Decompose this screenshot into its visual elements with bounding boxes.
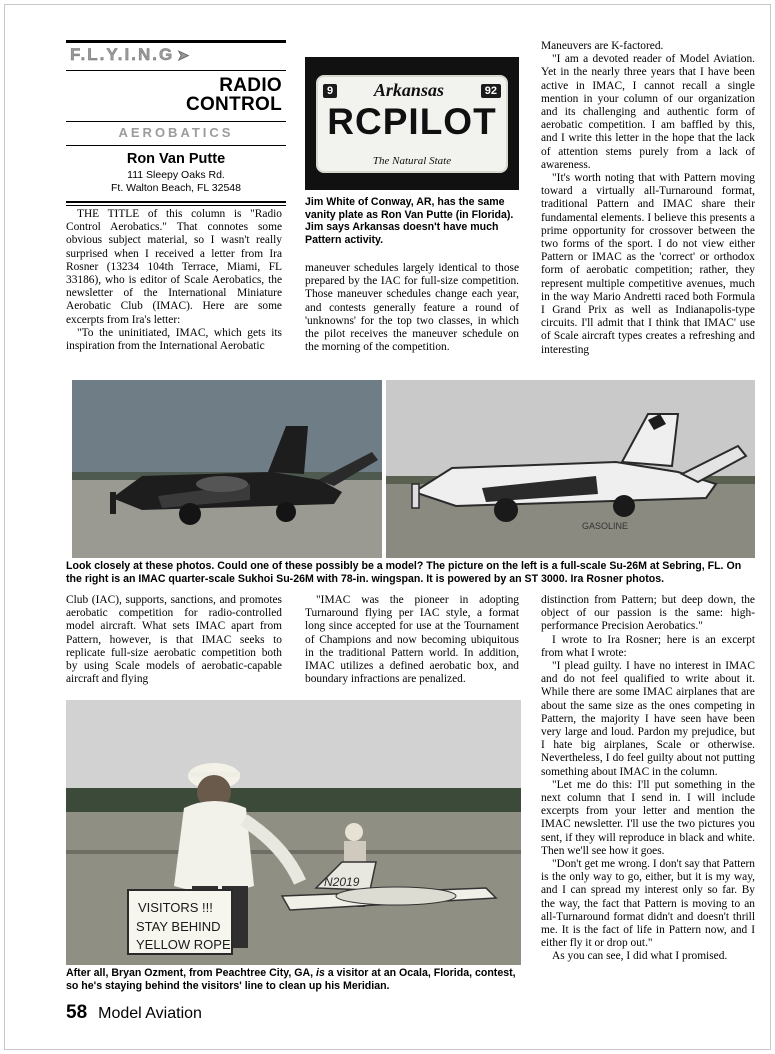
quarter-scale-su26m-photo: [386, 380, 755, 558]
paragraph: "IMAC was the pioneer in adopting Turnaround flying per IAC style, a format long since accepted for use at the Tournament of Champions and now becoming ubiquitous in the traditional Pattern world. In addition, IMAC utilizes a defined aerobatic box, and boundary infractions are penalized.: [305, 594, 519, 686]
paragraph: distinction from Pattern; but deep down, the object of our passion is the same: high-performance Precision Aerobatics.": [541, 594, 755, 633]
plate-number: RCPILOT: [327, 101, 497, 142]
sign-line-1: VISITORS !!!: [138, 900, 213, 915]
model-registration-number: N2019: [324, 875, 360, 889]
flying-logo-text: F.L.Y.I.N.G: [70, 45, 175, 64]
section-title-line1: RADIO: [219, 75, 282, 96]
paragraph: "I plead guilty. I have no interest in IMAC and do not feel qualified to write about it. While there are some IMAC airplanes that are about the same size as the ones competing in Pattern, the majority I have seen have been very large and loud. Pardon my prejudice, but I hate big airplanes, Scale or otherwise. Nevertheless, I do feel guilty about not putting something about IMAC in the column.: [541, 660, 755, 778]
flying-logo: [66, 43, 286, 68]
plate-state-name: Arkansas: [373, 80, 444, 100]
column-masthead: [66, 40, 286, 206]
license-plate-caption: Jim White of Conway, AR, has the same vanity plate as Ron Van Putte (in Florida). Jim says Arkansas doesn't have much Pattern activity.: [305, 196, 514, 246]
full-scale-su26m-photo: [72, 380, 382, 558]
author-address-line1: 111 Sleepy Oaks Rd.: [127, 169, 225, 181]
paragraph: "I am a devoted reader of Model Aviation. Yet in the nearly three years that I have been active in IMAC, I cannot recall a single mention in your column of our organization and its challenging and authentic form of aerobatic competition. I am baffled by this, and I write this letter in the hope that the lack of attention stems purely from a lack of awareness.: [541, 53, 755, 171]
ozment-field-photo: [66, 700, 521, 965]
sign-line-3: YELLOW ROPE: [136, 937, 231, 952]
column-1-middle: [66, 594, 282, 686]
paragraph: maneuver schedules largely identical to those prepared by the IAC for full-size competition. Those maneuver schedules change each year, and contests generally feature a round of 'unknowns' for the top two classes, in which the pilot receives the maneuver schedule on the morning of the competition.: [305, 262, 519, 354]
author-name: Ron Van Putte: [126, 151, 226, 167]
sign-line-2: STAY BEHIND: [136, 919, 221, 934]
paragraph: "Let me do this: I'll put something in the next column that I send in. I will include excerpts from your letter and mention the IMAC newsletter. I'll use the two pictures you sent, if they will reproduce in black and white. Then we'll see how it goes.: [541, 778, 755, 857]
caption-text-part2: a visitor at an Ocala, Florida, contest, so he's staying behind the visitors' line to clean up his Meridian.: [66, 967, 516, 992]
page-number: 58: [66, 1002, 88, 1023]
author-address: [66, 169, 286, 199]
column-2-top: [305, 262, 519, 354]
section-title: [66, 71, 286, 119]
paragraph: As you can see, I did what I promised.: [552, 950, 728, 963]
column-1-top: [66, 208, 282, 353]
page-footer: [66, 1002, 202, 1024]
paragraph: "To the uninitiated, IMAC, which gets its inspiration from the International Aerobatic: [66, 326, 282, 353]
paragraph: I wrote to Ira Rosner; here is an excerpt from what I wrote:: [541, 633, 755, 659]
caption-text-part1: After all, Bryan Ozment, from Peachtree City, GA,: [66, 967, 316, 979]
subsection-title: AEROBATICS: [118, 125, 234, 140]
column-3-top: [541, 40, 755, 357]
plate-sticker-right: 92: [481, 84, 501, 98]
license-plate-photo: [305, 57, 519, 190]
gasoline-label: GASOLINE: [582, 521, 629, 531]
magazine-name: Model Aviation: [98, 1005, 202, 1022]
plate-slogan: The Natural State: [372, 155, 452, 167]
masthead-rule-bottom: [66, 201, 286, 206]
field-scene-illustration: [66, 700, 521, 965]
paragraph: "Don't get me wrong. I don't say that Pattern is the only way to go, either, but it is my way, and I can spread my interest only so far. By the way, the fact that Pattern is moving to an all-Turnaround format didn't and doesn't thrill me. It is the fact of life in Pattern now, and I either fly it or drop out.": [541, 858, 755, 950]
paragraph: "It's worth noting that with Pattern moving toward a virtually all-Turnaround format, traditional Pattern and IMAC share their fundamental elements. I believe this presents a prime opportunity for crossover between the two forms of the sport. I do not view either Pattern or IMAC as the 'correct' or orthodox form of aerobatic competition; rather, they represent multiple competitive avenues, much in the way Mario Andretti raced both Formula I Grand Prix as well as Indianapolis-type circuits. I'll admit that I think that IMAC' use of Scale aircraft types creates a refreshing and interesting: [541, 172, 755, 356]
planes-photo-caption: Look closely at these photos. Could one of these possibly be a model? The picture on the left is a full-scale Su-26M at Sebring, FL. On the right is an IMAC quarter-scale Sukhoi Su-26M with 78-in. wingspan. It is powered by an ST 3000. Ira Rosner photos.: [66, 560, 742, 585]
arrow-right-icon: ➤: [177, 47, 191, 63]
plate-sticker-left: 9: [323, 84, 337, 98]
aircraft-illustration-left: [72, 380, 382, 558]
paragraph: THE TITLE of this column is "Radio Control Aerobatics." That connotes some obvious subject material, so I wasn't really surprised when I received a letter from Ira Rosner (13234 104th Terrace, Miami, FL 33186), who is editor of Scale Aerobatics, the newsletter of the International Miniature Aerobatic Club (IMAC). Here are some excerpts from Ira's letter:: [66, 208, 282, 326]
license-plate: [316, 75, 508, 173]
caption-text-italic: is: [316, 967, 325, 979]
aircraft-illustration-right: [386, 380, 755, 558]
column-2-middle: [305, 594, 519, 686]
paragraph: Maneuvers are K-factored.: [541, 40, 664, 52]
section-title-line2: CONTROL: [185, 94, 282, 115]
ozment-photo-caption: [66, 967, 521, 992]
license-plate-topbar: [318, 80, 506, 101]
paragraph: Club (IAC), supports, sanctions, and promotes aerobatic competition for radio-controlled model aircraft. What sets IMAC apart from Pattern, however, is that IMAC seeks to replicate full-size aerobatic competition both by using Scale models of aerobatic-capable aircraft and flying: [66, 594, 282, 686]
column-3-middle: [541, 594, 755, 964]
author-address-line2: Ft. Walton Beach, FL 32548: [111, 182, 241, 194]
